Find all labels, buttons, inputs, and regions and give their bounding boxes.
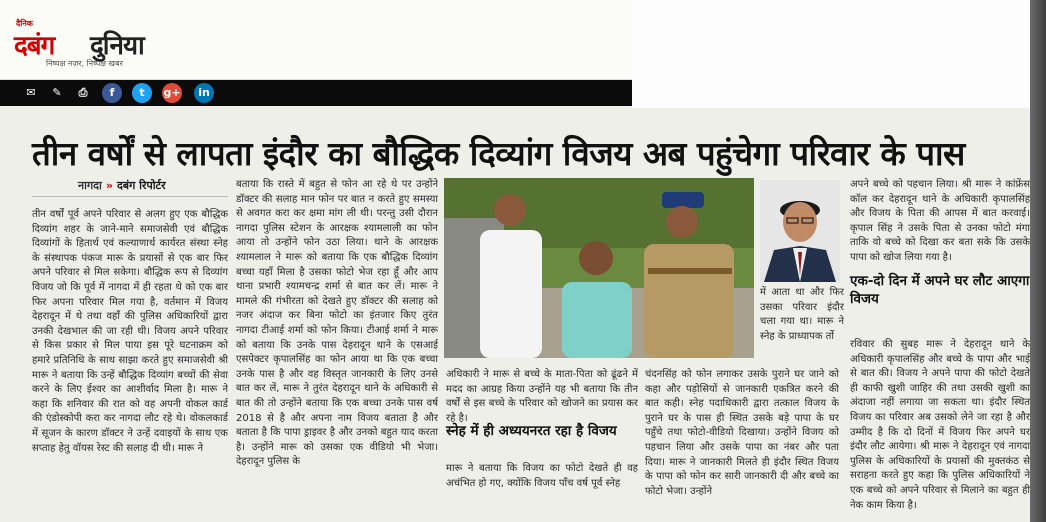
article-column-3: [446, 368, 638, 514]
byline-city: नागदा: [78, 179, 102, 192]
column-5-text: अपने बच्चे को पहचान लिया। श्री मारू ने कांफ्रेंस कॉल कर देहरादून थाने के अधिकारी कृपालसिंह और विजय के पिता की आपस में बात करवाई। कृपाल सिंह ने उसके पिता से उनका फोटो मंगा ताकि वो बच्चे को दिखा कर बता सके कि उसके पापा को खोज लिया गया है।: [850, 179, 1030, 263]
article-column-5b: [850, 338, 1030, 514]
edit-icon[interactable]: ✎: [48, 85, 66, 101]
byline-separator: »: [105, 179, 113, 192]
article-column-2: [236, 178, 438, 514]
column-5b-text: रविवार की सुबह मारू ने देहरादून थाने के अधिकारी कृपालसिंह और बच्चे के पापा और भाई से बात की। विजय ने अपने पापा की फोटो देखते ही काफी खुशी जाहिर की तथा उसकी खुशी का अंदाजा नहीं लगाया जा सकता था। इंदौर स्थित विजय का परिवार अब उसको लेने जा रहा है और उम्मीद है कि दो दिनों में विजय फिर अपने घर इंदौर लौट आयेगा। श्री मारू ने देहरादून एवं नागदा पुलिस के अधिकारियों के प्रयासों की मुक्तकंठ से सराहना करते हुए कहा कि पुलिस अधिकारियों ने एक बच्चे को अपने परिवार से मिलाने का बहुत ही नेक काम किया है।: [850, 339, 1030, 511]
mail-icon[interactable]: ✉: [22, 85, 40, 101]
facebook-icon[interactable]: f: [102, 83, 122, 103]
googleplus-icon[interactable]: g+: [162, 83, 182, 103]
article-column-4: [645, 368, 839, 514]
column-2-text: बताया कि रास्ते में बहुत से फोन आ रहे थे पर उन्होंने डॉक्टर की सलाह मान फोन पर बात न करते हुए समस्या से अवगत करा कर क्षमा मांग ली थी। परन्तु उसी दौरान नागदा पुलिस स्टेशन के आरक्षक श्यामलाली का फोन आया तो उन्होंने फोन उठा लिया। थाने के आरक्षक श्यामलाल ने मारू को बताया कि एक बौद्धिक दिव्यांग बच्चा यहाँ मिला है उसका फोटो भेज रहा हूँ और आप थाना प्रभारी श्यामचन्द्र शर्मा से बात कर लें। मारू ने मामले की गंभीरता को देखते हुए डॉक्टर की सलाह को नजर अंदाज कर बिना फोटो का इंतजार किए तुरंत नागदा टीआई शर्मा को फोन किया। टीआई शर्मा ने मारू को बताया कि उनके पास देहरादून थाने के एसआई एसपेक्टर कृपालसिंह का फोन आया था कि एक बच्चा उनके पास है और वह विस्तृत जानकारी के लिए उनसे बात कर लें, मारू ने तुरंत देहरादून थाने के अधिकारी से बात की तो उन्होंने बताया कि एक बच्चा उनके पास वर्ष 2018 से है और अपना नाम विजय बताता है और बताता है कि पापा ड्राइवर है और उनको बहुत याद करता है। उन्होंने मारू को उसका एक वीडियो भी भेजा। देहरादून पुलिस के: [236, 179, 438, 468]
column-1-text: तीन वर्षों पूर्व अपने परिवार से अलग हुए एक बौद्धिक दिव्यांग शहर के जाने-माने समाजसेवी एवं बौद्धिक दिव्यांगों के हितार्थ एवं कल्याणार्थ कार्यरत संस्था स्नेह के संस्थापक पंकज मारू के प्रयासों से एक बार फिर अपने परिवार से मिल सकेगा। बौद्धिक रूप से दिव्यांग विजय जो कि पूर्व में नागदा में ही रहता थे को एक बार फिर अपना परिवार मिल गया है, वर्तमान में विजय देहरादून में थे तथा वहाँ की पुलिस अधिकारियों द्वारा उनकी देखभाल की जा रही थी। विजय अपने परिवार से किस प्रकार से मिल पाया इस पूरे घटनाक्रम को हमारे प्रतिनिधि के साथ साझा करते हुए समाजसेवी श्री मारू ने बताया कि उन्हें बौद्धिक दिव्यांग बच्चों की सेवा करने के लिए ईश्वर का आशीर्वाद मिला है। मारू ने कहा कि शनिवार की रात को वह अपनी वोकल कार्ड की एंडोस्कोपी करा कर नागदा लौट रहे थे। वोकलकार्ड में सूजन के कारण डॉक्टर ने उन्हें दवाइयों के साथ एक सप्ताह हेतु वॉयस रेस्ट की सलाह दी थी। मारू ने: [32, 209, 228, 454]
article-column-1: [32, 208, 228, 514]
side-text: में आता था और फिर उसका परिवार इंदौर चला गया था। मारू ने स्नेह के प्राध्यापक र्तो: [760, 287, 844, 342]
linkedin-icon[interactable]: in: [194, 83, 214, 103]
logo-small-text: दैनिक: [16, 19, 33, 28]
photo-illustration: [444, 178, 754, 358]
masthead: [0, 0, 632, 80]
byline-divider: [32, 196, 228, 197]
logo-black-text: दुनिया: [90, 31, 144, 61]
share-toolbar: [0, 80, 632, 106]
header-blank-area: [632, 0, 1046, 108]
column-3-text: अधिकारी ने मारू से बच्चे के माता-पिता को ढूंढने में मदद का आग्रह किया उन्होंने यह भी बताया कि तीन वर्षों से इस बच्चे के परिवार को खोजने का प्रयास कर रहे है।: [446, 369, 638, 424]
portrait-illustration: [760, 180, 840, 282]
side-text-block: [760, 286, 844, 366]
print-icon[interactable]: ⎙: [74, 85, 92, 101]
twitter-icon[interactable]: t: [132, 83, 152, 103]
article-column-5: [850, 178, 1030, 268]
column-3b-text: मारू ने बताया कि विजय का फोटो देखते ही वह अचंभित हो गए, क्योंकि विजय पाँच वर्ष पूर्व स्नेह: [446, 463, 638, 489]
page-edge: [1030, 0, 1046, 522]
subheading-2: एक-दो दिन में अपने घर लौट आएगा विजय: [850, 273, 1030, 307]
tagline: निष्पक्ष नज़र, निष्पक्ष खबर: [46, 59, 123, 68]
article-photo-main: [444, 178, 754, 358]
article-headline: तीन वर्षों से लापता इंदौर का बौद्धिक दिव्यांग विजय अब पहुंचेगा परिवार के पास: [32, 134, 965, 173]
byline: [78, 178, 166, 193]
byline-source: दबंग रिपोर्टर: [116, 179, 166, 192]
logo-red-text: दबंग: [14, 31, 55, 61]
column-4-text: चंदनसिंह को फोन लगाकर उसके पुराने घर जाने को कहा और पड़ोसियों से जानकारी एकत्रित करने की बात कही। स्नेह पदाधिकारी द्वारा तत्काल विजय के पुराने घर के पास ही स्थित उसके बड़े पापा के घर पहुँचे तथा फोटो-वीडियो दिखाया। उन्होंने विजय को पहचान लिया और उसके पापा का नंबर और पता दिया। मारू ने जानकारी मिलते ही इंदौर स्थित विजय के पापा को फोन कर सारी जानकारी दी और बच्चे का फोटो भेजा। उन्होंने: [645, 369, 839, 497]
subheading-1: स्नेह में ही अध्ययनरत रहा है विजय: [446, 423, 617, 439]
portrait-photo: [760, 180, 840, 282]
